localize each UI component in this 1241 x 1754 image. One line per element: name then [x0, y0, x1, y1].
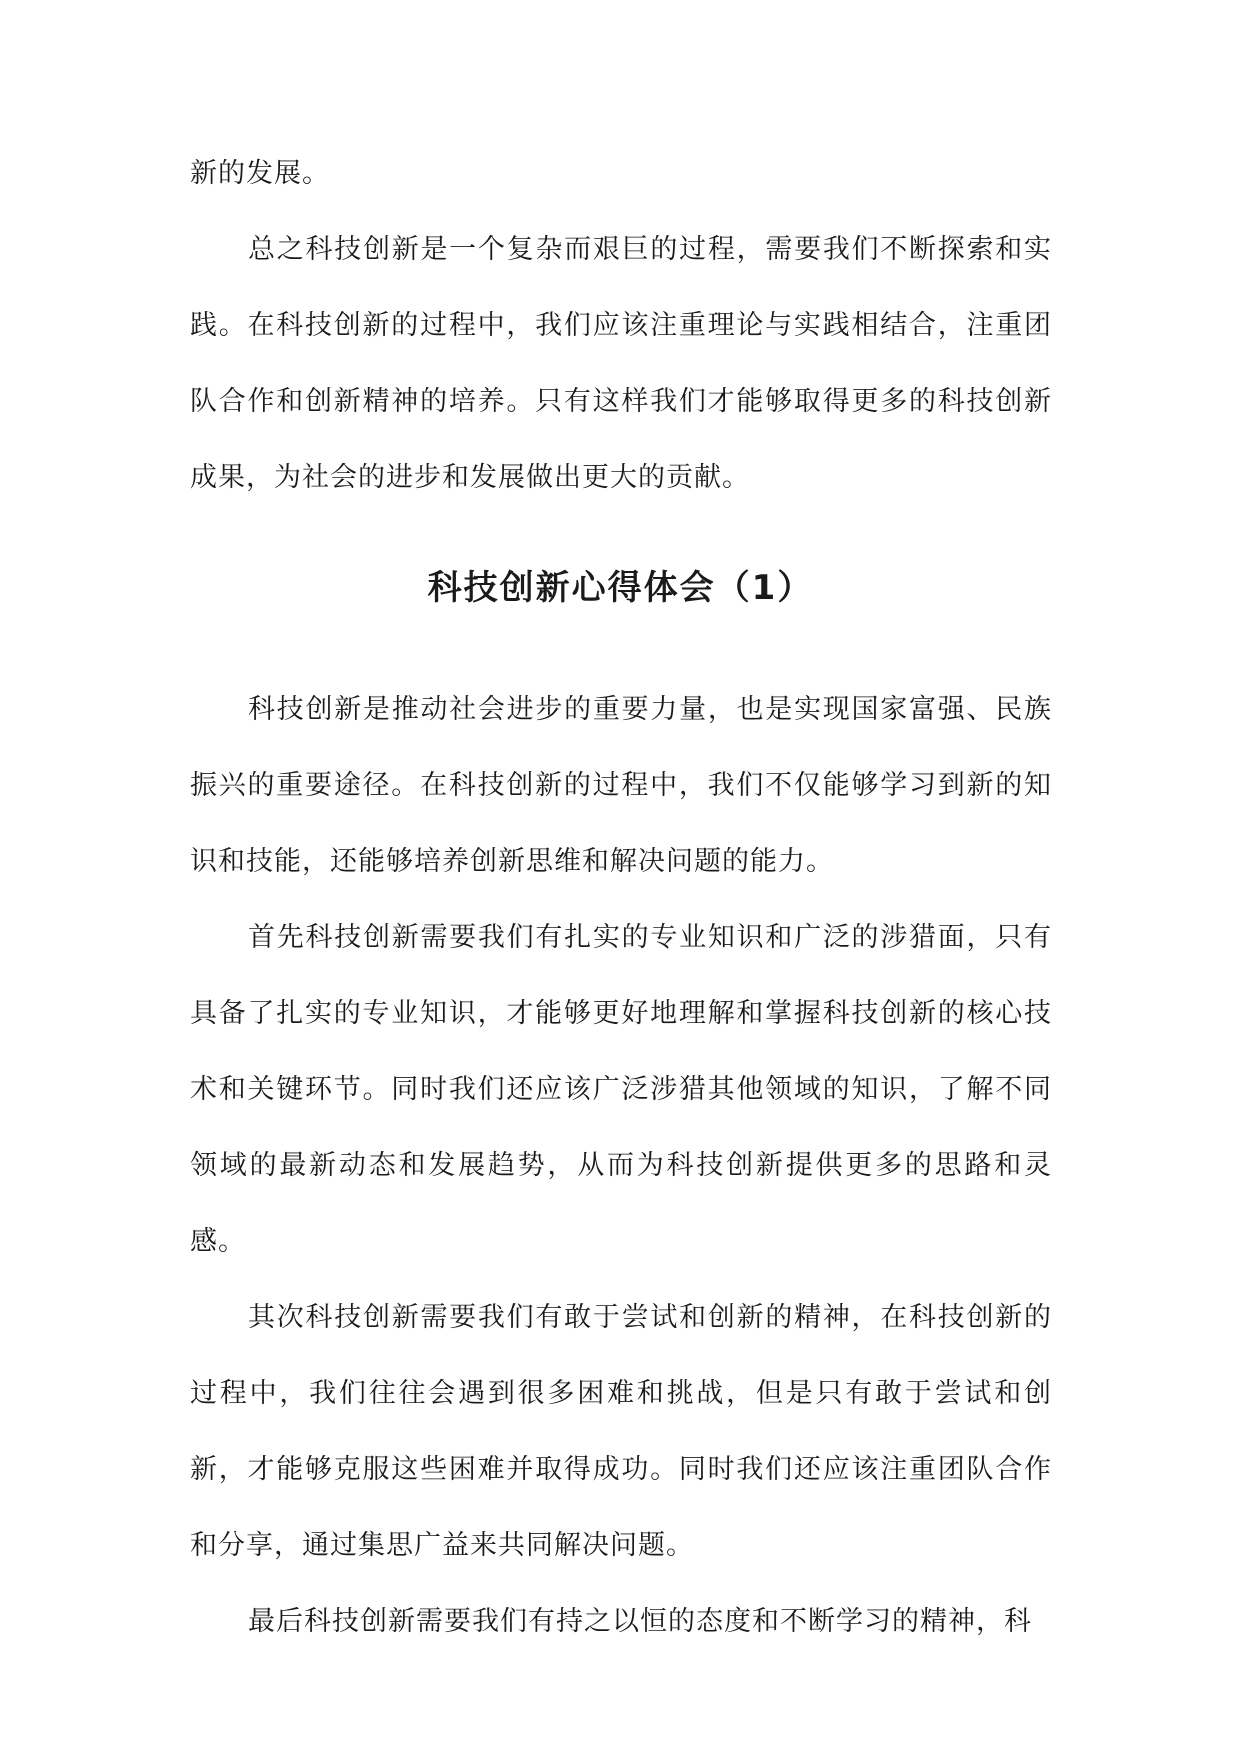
- paragraph-last: 最后科技创新需要我们有持之以恒的态度和不断学习的精神，科: [248, 1606, 1032, 1637]
- paragraph-continued: 新的发展。: [190, 158, 330, 189]
- paragraph-conclusion: 总之科技创新是一个复杂而艰巨的过程，需要我们不断探索和实践。在科技创新的过程中，我们应该注重理论与实践相结合，注重团队合作和创新精神的培养。只有这样我们才能够取得更多的科技创新成果，为社会的进步和发展做出更大的贡献。: [190, 234, 1052, 493]
- continuation-text: [190, 136, 1052, 516]
- paragraph-intro: 科技创新是推动社会进步的重要力量，也是实现国家富强、民族振兴的重要途径。在科技创新的过程中，我们不仅能够学习到新的知识和技能，还能够培养创新思维和解决问题的能力。: [190, 694, 1052, 877]
- section-body: [190, 672, 1052, 1660]
- section-title: 科技创新心得体会（1）: [427, 568, 814, 608]
- paragraph-second: 其次科技创新需要我们有敢于尝试和创新的精神，在科技创新的过程中，我们往往会遇到很多困难和挑战，但是只有敢于尝试和创新，才能够克服这些困难并取得成功。同时我们还应该注重团队合作和分享，通过集思广益来共同解决问题。: [190, 1302, 1052, 1561]
- paragraph-first: 首先科技创新需要我们有扎实的专业知识和广泛的涉猎面，只有具备了扎实的专业知识，才能够更好地理解和掌握科技创新的核心技术和关键环节。同时我们还应该广泛涉猎其他领域的知识，了解不同领域的最新动态和发展趋势，从而为科技创新提供更多的思路和灵感。: [190, 922, 1052, 1257]
